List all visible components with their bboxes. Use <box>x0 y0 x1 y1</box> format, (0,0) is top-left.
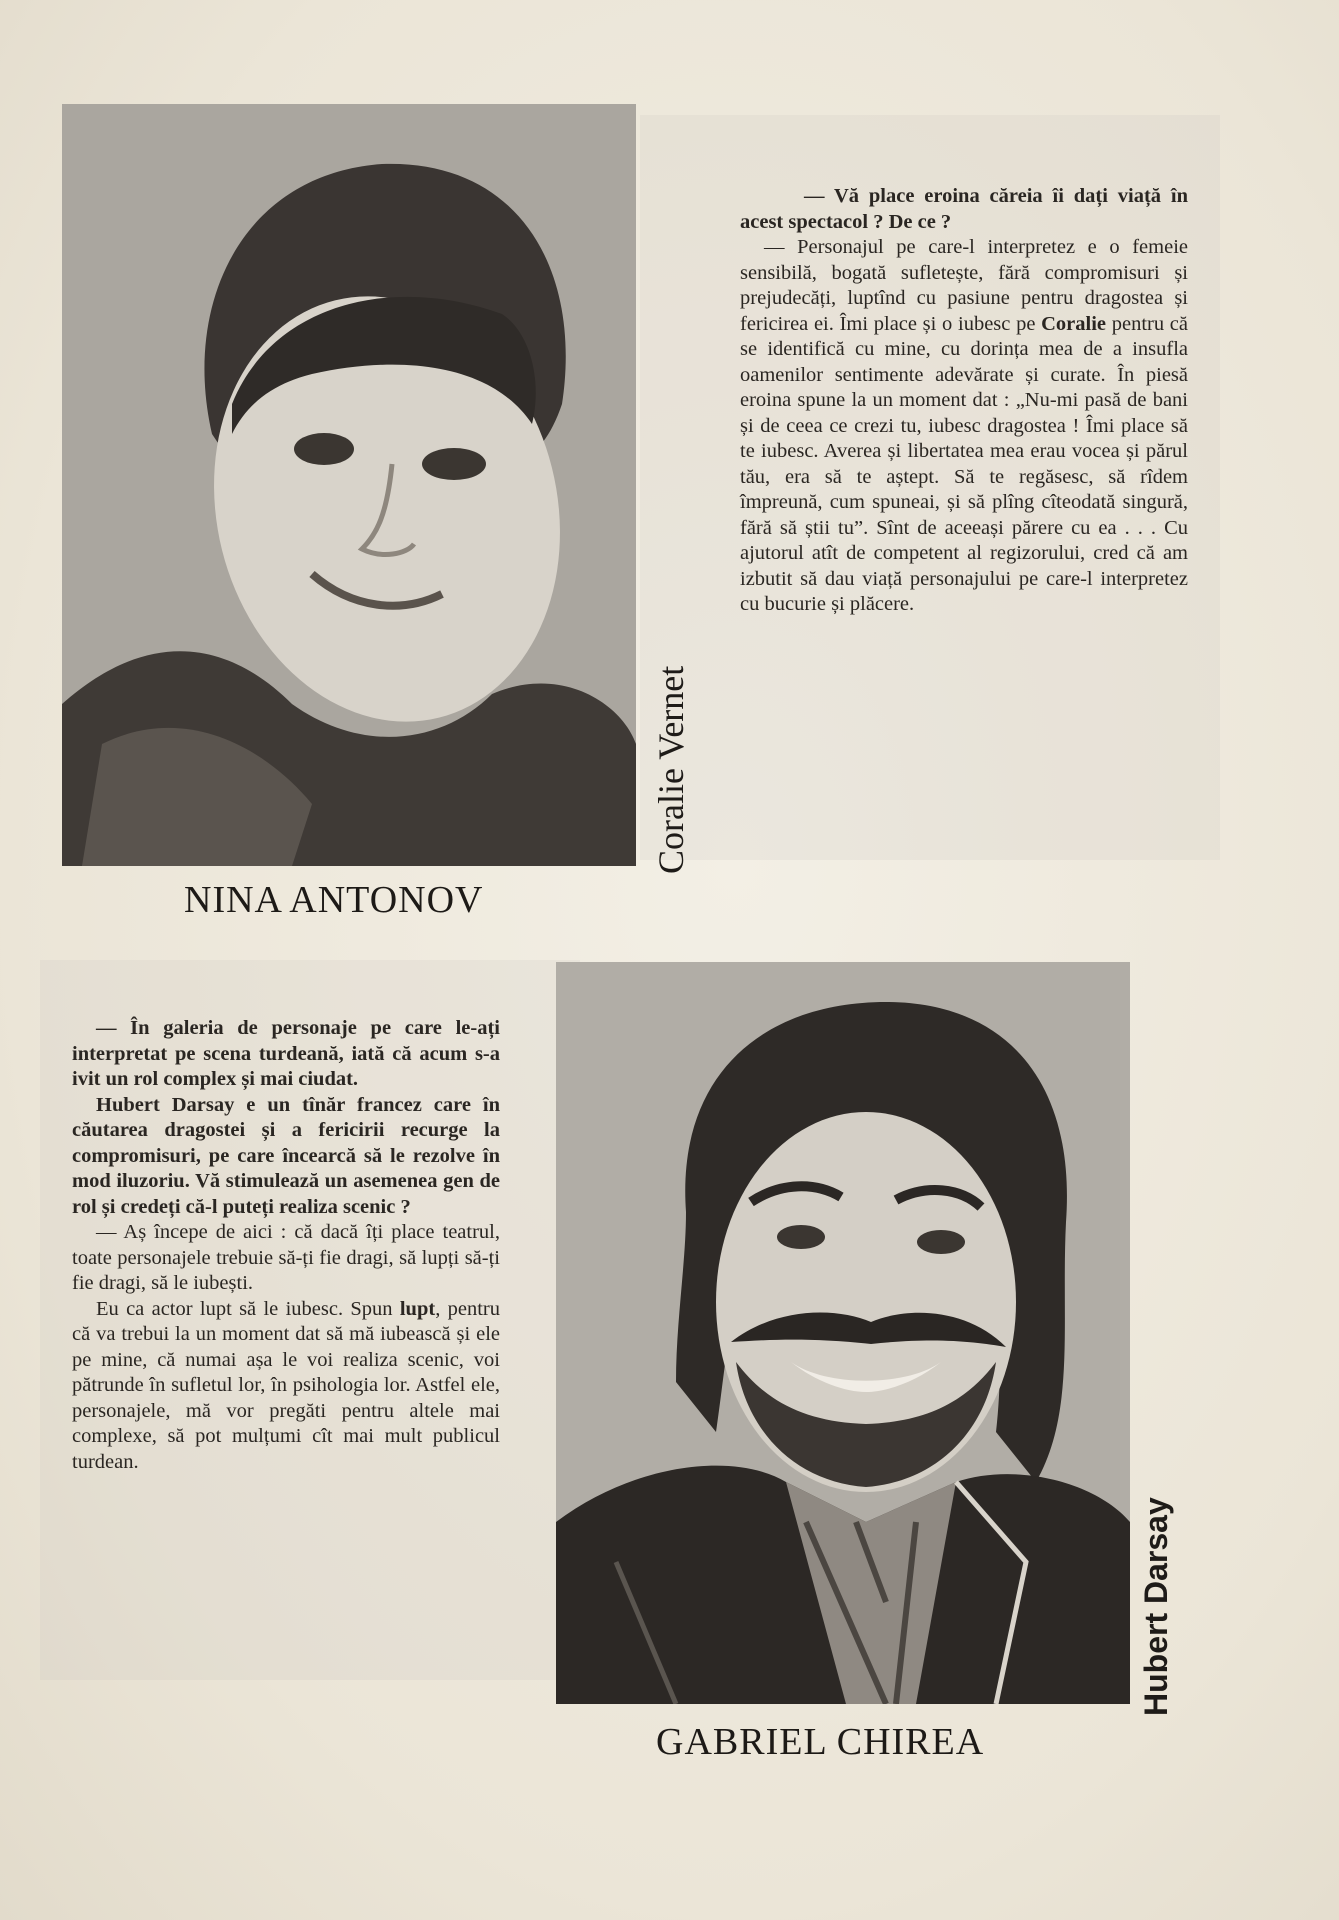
question-top: — Vă place eroina căreia îi dați viață în acest spectacol ? De ce ? <box>740 185 1188 233</box>
highlight-coralie: Coralie <box>1041 312 1107 335</box>
answer-bottom-intro: — Aș începe de aici : că dacă îți place teatrul, toate personajele trebuie să-ți fie dragi, să lupți să-ți fie dragi, să le iubești. <box>72 1221 500 1294</box>
actor-name-bottom: GABRIEL CHIREA <box>656 1721 985 1763</box>
role-name-top: Coralie Vernet <box>651 665 691 874</box>
question-bottom-intro: — În galeria de personaje pe care le-ați interpretat pe scena turdeană, iată că acum s-a ivit un rol complex și mai ciudat. <box>72 1017 500 1090</box>
answer-bottom-main: Eu ca actor lupt să le iubesc. Spun lupt, pentru că va trebui la un moment dat să mă iubească și ele pe mine, că numai așa le voi realiza scenic, voi pătrunde în sufletul lor, în psihologia lor. Astfel ele, personajele, mă vor pregăti pentru altele mai complexe, să pot mulțumi cît mai mult publicul turdean. <box>72 1297 500 1473</box>
portrait-photo-top <box>62 104 636 866</box>
answer-top: — Personajul pe care-l interpretez e o femeie sensibilă, bogată sufletește, fără compromisuri și prejudecăți, luptînd cu pasiune pentru dragostea și fericirea ei. Îmi place și o iubesc pe Coralie pentru că se identifică cu mine, cu dorința mea de a insufla oamenilor sentimente adevărate și curate. În piesă eroina spune la un moment dat : „Nu-mi pasă de bani și de ceea ce crezi tu, iubesc dragostea ! Îmi place să te iubesc. Averea și libertatea mea erau vocea și părul tău, era să te aștept. Să te regăsesc, să rîdem împreună, cum spuneai, și să plîng cîteodată singură, fără să știi tu”. Sînt de aceeași părere cu ea . . . Cu ajutorul atît de competent al regizorului, cred că am izbutit să dau viață personajului pe care-l interpretez cu bucurie și plăcere. <box>740 236 1188 615</box>
highlight-lupt: lupt <box>399 1297 436 1320</box>
role-name-bottom: Hubert Darsay <box>1138 1497 1174 1716</box>
question-bottom-main: Hubert Darsay e un tînăr francez care în căutarea dragostei și a fericirii recurge la compromisuri, pe care încearcă să le rezolve în mod iluzoriu. Vă stimulează un asemenea gen de rol și credeți că-l puteți realiza scenic ? <box>72 1093 500 1218</box>
portrait-man-illustration <box>556 962 1130 1704</box>
portrait-photo-bottom <box>556 962 1130 1704</box>
actor-name-top: NINA ANTONOV <box>184 879 484 921</box>
interview-text-bottom <box>72 1016 500 1475</box>
interview-text-top <box>740 184 1188 618</box>
portrait-woman-illustration <box>62 104 636 866</box>
